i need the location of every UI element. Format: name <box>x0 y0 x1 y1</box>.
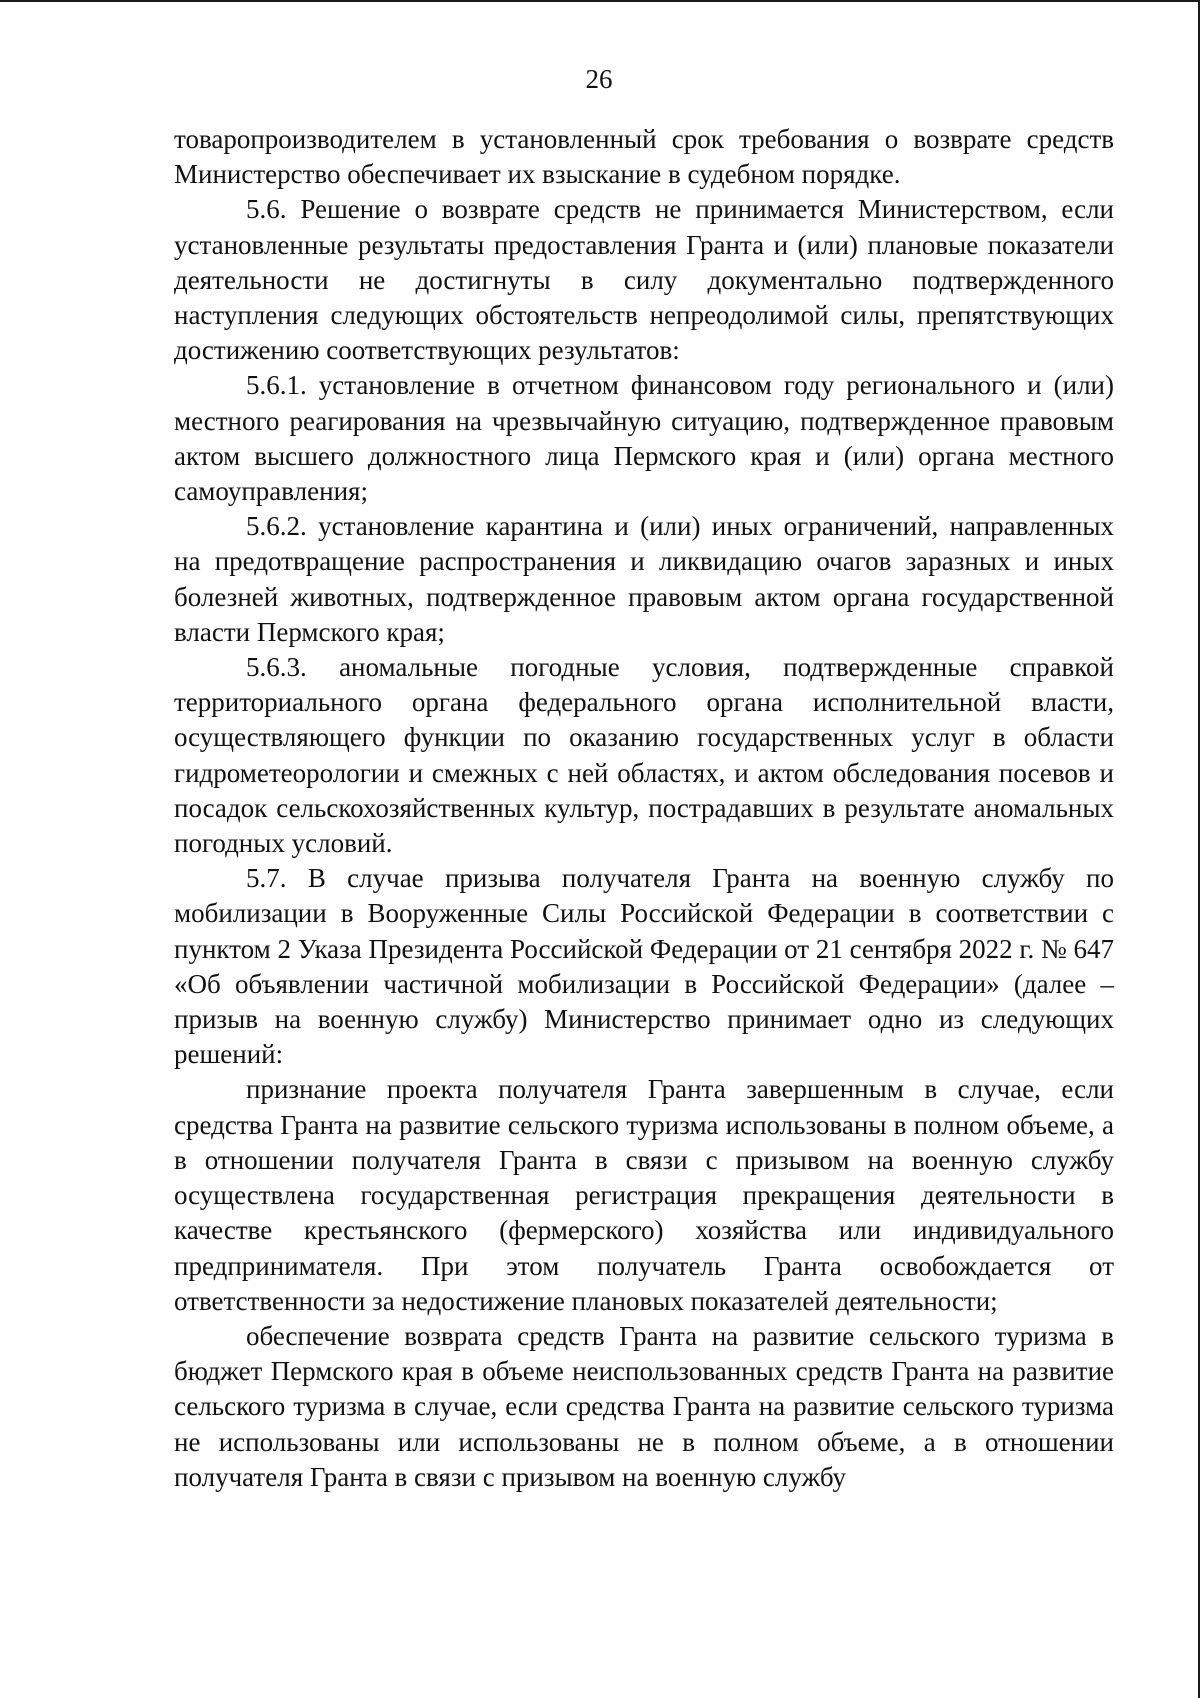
paragraph-5-6-2: 5.6.2. установление карантина и (или) иных ограничений, направленных на предотвращение распространения и ликвидацию очагов заразных и иных болезней животных, подтвержденное правовым актом органа государственной власти Пермского края; <box>174 511 1114 647</box>
paragraph-5-6-3: 5.6.3. аномальные погодные условия, подтвержденные справкой территориального органа федерального органа исполнительной власти, осуществляющего функции по оказанию государственных услуг в области гидрометеорологии и смежных с ней областях, и актом обследования посевов и посадок сельскохозяйственных культур, пострадавших в результате аномальных погодных условий. <box>174 652 1114 859</box>
page-number: 26 <box>585 64 613 94</box>
paragraph-continuation: товаропроизводителем в установленный срок требования о возврате средств Министерство обеспечивает их взыскание в судебном порядке. <box>174 124 1114 190</box>
paragraph-5-6: 5.6. Решение о возврате средств не принимается Министерством, если установленные результаты предоставления Гранта и (или) плановые показатели деятельности не достигнуты в силу документально подтвержденного наступления следующих обстоятельств непреодолимой силы, препятствующих достижению соответствующих результатов: <box>174 194 1114 366</box>
document-body <box>174 122 1114 1495</box>
paragraph-option-funds-return: обеспечение возврата средств Гранта на развитие сельского туризма в бюджет Пермского края в объеме неиспользованных средств Гранта на развитие сельского туризма в случае, если средства Гранта на развитие сельского туризма не использованы или использованы не в полном объеме, а в отношении получателя Гранта в связи с призывом на военную службу <box>174 1320 1114 1492</box>
paragraph-5-6-1: 5.6.1. установление в отчетном финансовом году регионального и (или) местного реагирования на чрезвычайную ситуацию, подтвержденное правовым актом высшего должностного лица Пермского края и (или) органа местного самоуправления; <box>174 370 1114 507</box>
paragraph-option-project-completed: признание проекта получателя Гранта завершенным в случае, если средства Гранта на развитие сельского туризма использованы в полном объеме, а в отношении получателя Гранта в связи с призывом на военную службу осуществлена государственная регистрация прекращения деятельности в качестве крестьянского (фермерского) хозяйства или индивидуального предпринимателя. При этом получатель Гранта освобождается от ответственности за недостижение плановых показателей деятельности; <box>174 1074 1114 1316</box>
paragraph-5-7: 5.7. В случае призыва получателя Гранта на военную службу по мобилизации в Вооруженные Силы Российской Федерации в соответствии с пунктом 2 Указа Президента Российской Федерации от 21 сентября 2022 г. № 647 «Об объявлении частичной мобилизации в Российской Федерации» (далее – призыв на военную службу) Министерство принимает одно из следующих решений: <box>174 863 1114 1070</box>
